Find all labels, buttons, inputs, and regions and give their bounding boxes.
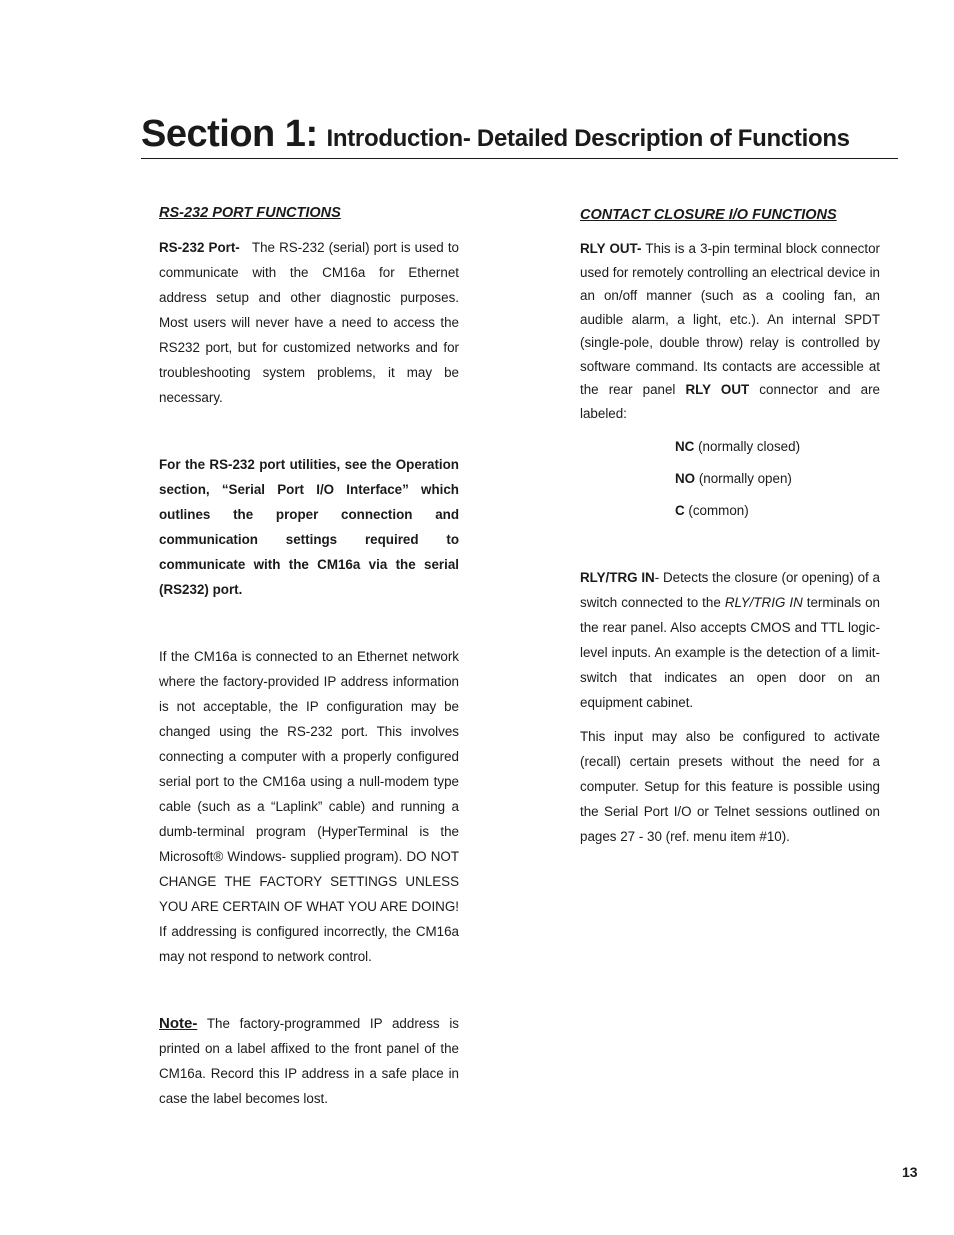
term-code: NO	[675, 471, 696, 486]
rly-out-bold: RLY OUT	[685, 382, 750, 397]
input-presets-paragraph: This input may also be configured to activate (recall) certain presets without the need for a computer. Setup for this feature is possible using the Serial Port I/O or Telnet sessions outlined on pages 27 - 30 (ref. menu item #10).	[580, 729, 880, 844]
ip-config-paragraph: If the CM16a is connected to an Ethernet network where the factory-provided IP address information is not acceptable, the IP configuration may be changed using the RS-232 port. This involves connecting a computer with a properly configured serial port to the CM16a using a null-modem type cable (such as a “Laplink” cable) and running a dumb-terminal program (HyperTerminal is the Microsoft® Windows- supplied program). DO NOT CHANGE THE FACTORY SETTINGS UNLESS YOU ARE CERTAIN OF WHAT YOU ARE DOING! If addressing is configured incorrectly, the CM16a may not respond to network control.	[159, 649, 459, 964]
header-rule	[141, 158, 898, 159]
left-column	[159, 200, 459, 1111]
rs232-port-lead: RS-232 Port-	[159, 240, 240, 255]
rs232-utilities-paragraph: For the RS-232 port utilities, see the Operation section, “Serial Port I/O Interface” which outlines the proper connection and communication settings required to communicate with the CM16a via the serial (RS232) port.	[159, 457, 459, 597]
rly-out-text1: This is a 3-pin terminal block connector used for remotely controlling an electrical device in an on/off manner (such as a cooling fan, an audible alarm, a light, etc.). An internal SPDT (single-pole, double throw) relay is controlled by software command. Its contacts are accessible at the rear panel	[580, 241, 880, 397]
rly-trg-italic: RLY/TRIG IN	[724, 595, 803, 610]
rs232-port-paragraph	[159, 235, 459, 410]
term-desc: (common)	[688, 503, 749, 518]
relay-term-no	[675, 463, 880, 495]
relay-term-c	[675, 495, 880, 527]
term-code: NC	[675, 439, 695, 454]
contact-closure-heading: CONTACT CLOSURE I/O FUNCTIONS	[580, 207, 837, 223]
note-paragraph	[159, 1011, 459, 1111]
rly-trg-text2: terminals on the rear panel. Also accepts CMOS and TTL logic-level inputs. An example is the detection of a limit-switch that indicates an open door on an equipment cabinet.	[580, 595, 880, 710]
page-number: 13	[902, 1164, 918, 1180]
rs232-heading: RS-232 PORT FUNCTIONS	[159, 205, 341, 221]
rly-trg-paragraph	[580, 565, 880, 715]
section-label: Section 1:	[141, 113, 318, 155]
rly-trg-text1: - Detects the closure (or opening) of a switch connected to the	[580, 570, 880, 610]
section-title: Introduction- Detailed Description of Functions	[326, 125, 850, 152]
rly-trg-lead: RLY/TRG IN	[580, 570, 655, 585]
note-text: The factory-programmed IP address is printed on a label affixed to the front panel of the CM16a. Record this IP address in a safe place in case the label becomes lost.	[159, 1016, 460, 1106]
rly-out-lead: RLY OUT-	[580, 241, 642, 256]
relay-terms-list	[675, 431, 880, 527]
relay-term-nc	[675, 431, 880, 463]
rs232-port-text: The RS-232 (serial) port is used to communicate with the CM16a for Ethernet address setup and other diagnostic purposes. Most users will never have a need to access the RS232 port, but for customized networks and for troubleshooting system problems, it may be necessary.	[159, 240, 460, 405]
term-code: C	[675, 503, 685, 518]
note-label: Note-	[159, 1015, 198, 1032]
term-desc: (normally closed)	[698, 439, 801, 454]
term-desc: (normally open)	[698, 471, 792, 486]
page-header	[141, 110, 898, 163]
page-title	[141, 110, 898, 163]
rly-out-paragraph	[580, 237, 880, 425]
rly-out-text2: connector and are labeled:	[580, 382, 880, 421]
right-column	[580, 202, 880, 849]
